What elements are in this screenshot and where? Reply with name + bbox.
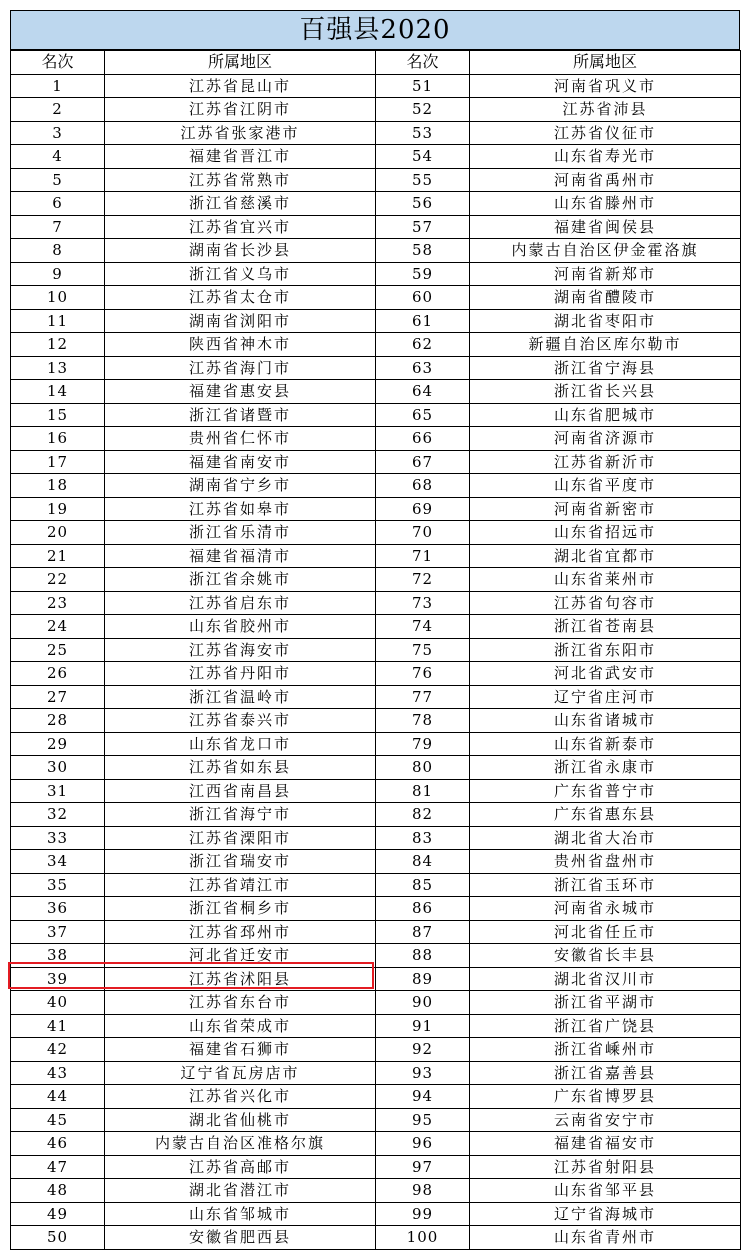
- table-row: [11, 1108, 741, 1132]
- rank-cell: 60: [376, 286, 470, 310]
- region-cell: 河北省任丘市: [470, 920, 741, 944]
- region-cell: 江苏省太仓市: [105, 286, 376, 310]
- region-cell: 浙江省嘉善县: [470, 1061, 741, 1085]
- ranking-table: [10, 50, 741, 1250]
- rank-cell: 14: [11, 380, 105, 404]
- table-row: [11, 333, 741, 357]
- region-cell: 浙江省瑞安市: [105, 850, 376, 874]
- region-cell: 湖南省宁乡市: [105, 474, 376, 498]
- region-cell: 江苏省丹阳市: [105, 662, 376, 686]
- region-cell: 江苏省仪征市: [470, 121, 741, 145]
- region-cell: 浙江省广饶县: [470, 1014, 741, 1038]
- rank-cell: 100: [376, 1226, 470, 1250]
- table-row: [11, 145, 741, 169]
- rank-cell: 2: [11, 98, 105, 122]
- rank-cell: 45: [11, 1108, 105, 1132]
- rank-cell: 92: [376, 1038, 470, 1062]
- rank-cell: 24: [11, 615, 105, 639]
- rank-cell: 67: [376, 450, 470, 474]
- table-row: [11, 168, 741, 192]
- table-row: [11, 568, 741, 592]
- region-cell: 河南省新密市: [470, 497, 741, 521]
- table-row: [11, 873, 741, 897]
- region-cell: 江苏省兴化市: [105, 1085, 376, 1109]
- region-cell: 湖南省浏阳市: [105, 309, 376, 333]
- region-cell: 江苏省启东市: [105, 591, 376, 615]
- table-row: [11, 450, 741, 474]
- region-cell: 山东省肥城市: [470, 403, 741, 427]
- region-cell: 辽宁省庄河市: [470, 685, 741, 709]
- table-row: [11, 521, 741, 545]
- rank-cell: 4: [11, 145, 105, 169]
- region-cell: 山东省荣成市: [105, 1014, 376, 1038]
- table-row: [11, 662, 741, 686]
- region-cell: 辽宁省瓦房店市: [105, 1061, 376, 1085]
- rank-cell: 74: [376, 615, 470, 639]
- rank-cell: 98: [376, 1179, 470, 1203]
- region-cell: 湖南省长沙县: [105, 239, 376, 263]
- rank-cell: 88: [376, 944, 470, 968]
- rank-cell: 6: [11, 192, 105, 216]
- region-cell: 山东省招远市: [470, 521, 741, 545]
- rank-cell: 87: [376, 920, 470, 944]
- region-cell: 江苏省泰兴市: [105, 709, 376, 733]
- region-cell: 福建省晋江市: [105, 145, 376, 169]
- rank-cell: 5: [11, 168, 105, 192]
- region-cell: 浙江省嵊州市: [470, 1038, 741, 1062]
- rank-cell: 68: [376, 474, 470, 498]
- table-row: [11, 850, 741, 874]
- rank-cell: 62: [376, 333, 470, 357]
- region-cell: 江苏省邳州市: [105, 920, 376, 944]
- rank-cell: 84: [376, 850, 470, 874]
- region-cell: 河南省禹州市: [470, 168, 741, 192]
- region-cell: 浙江省苍南县: [470, 615, 741, 639]
- rank-cell: 93: [376, 1061, 470, 1085]
- region-cell: 山东省胶州市: [105, 615, 376, 639]
- region-cell: 山东省滕州市: [470, 192, 741, 216]
- region-cell: 浙江省桐乡市: [105, 897, 376, 921]
- region-cell: 福建省福安市: [470, 1132, 741, 1156]
- table-row: [11, 944, 741, 968]
- table-row: [11, 1014, 741, 1038]
- ranking-rows: [11, 74, 741, 1249]
- region-cell: 江苏省溧阳市: [105, 826, 376, 850]
- rank-cell: 36: [11, 897, 105, 921]
- table-row: [11, 732, 741, 756]
- rank-cell: 17: [11, 450, 105, 474]
- region-cell: 山东省邹平县: [470, 1179, 741, 1203]
- rank-cell: 89: [376, 967, 470, 991]
- table-row: [11, 897, 741, 921]
- region-cell: 福建省南安市: [105, 450, 376, 474]
- region-cell: 江苏省新沂市: [470, 450, 741, 474]
- table-row: [11, 638, 741, 662]
- region-cell: 山东省平度市: [470, 474, 741, 498]
- rank-cell: 85: [376, 873, 470, 897]
- region-cell: 江苏省高邮市: [105, 1155, 376, 1179]
- region-cell: 浙江省乐清市: [105, 521, 376, 545]
- region-cell: 山东省龙口市: [105, 732, 376, 756]
- region-cell: 福建省石狮市: [105, 1038, 376, 1062]
- region-cell: 内蒙古自治区伊金霍洛旗: [470, 239, 741, 263]
- region-cell: 浙江省慈溪市: [105, 192, 376, 216]
- rank-cell: 75: [376, 638, 470, 662]
- region-cell: 湖北省枣阳市: [470, 309, 741, 333]
- rank-cell: 9: [11, 262, 105, 286]
- region-cell: 内蒙古自治区准格尔旗: [105, 1132, 376, 1156]
- region-cell: 福建省福清市: [105, 544, 376, 568]
- table-row: [11, 967, 741, 991]
- table-row: [11, 309, 741, 333]
- region-cell: 湖南省醴陵市: [470, 286, 741, 310]
- region-cell: 江苏省东台市: [105, 991, 376, 1015]
- table-row: [11, 920, 741, 944]
- region-cell: 湖北省汉川市: [470, 967, 741, 991]
- region-cell: 湖北省潜江市: [105, 1179, 376, 1203]
- region-cell: 江西省南昌县: [105, 779, 376, 803]
- rank-cell: 37: [11, 920, 105, 944]
- rank-cell: 99: [376, 1202, 470, 1226]
- region-cell: 江苏省如东县: [105, 756, 376, 780]
- region-cell: 江苏省沭阳县: [105, 967, 376, 991]
- region-cell: 江苏省如皋市: [105, 497, 376, 521]
- rank-cell: 48: [11, 1179, 105, 1203]
- table-row: [11, 356, 741, 380]
- region-cell: 河南省永城市: [470, 897, 741, 921]
- region-cell: 贵州省仁怀市: [105, 427, 376, 451]
- region-cell: 新疆自治区库尔勒市: [470, 333, 741, 357]
- rank-cell: 95: [376, 1108, 470, 1132]
- region-cell: 安徽省肥西县: [105, 1226, 376, 1250]
- rank-cell: 11: [11, 309, 105, 333]
- rank-cell: 65: [376, 403, 470, 427]
- rank-cell: 50: [11, 1226, 105, 1250]
- region-cell: 浙江省温岭市: [105, 685, 376, 709]
- rank-cell: 79: [376, 732, 470, 756]
- rank-cell: 76: [376, 662, 470, 686]
- rank-cell: 47: [11, 1155, 105, 1179]
- rank-cell: 69: [376, 497, 470, 521]
- region-header-left: 所属地区: [105, 51, 376, 75]
- table-row: [11, 121, 741, 145]
- rank-cell: 35: [11, 873, 105, 897]
- rank-cell: 31: [11, 779, 105, 803]
- rank-cell: 41: [11, 1014, 105, 1038]
- region-cell: 浙江省玉环市: [470, 873, 741, 897]
- rank-cell: 58: [376, 239, 470, 263]
- region-cell: 山东省青州市: [470, 1226, 741, 1250]
- region-cell: 云南省安宁市: [470, 1108, 741, 1132]
- rank-cell: 40: [11, 991, 105, 1015]
- region-cell: 江苏省射阳县: [470, 1155, 741, 1179]
- rank-header-left: 名次: [11, 51, 105, 75]
- table-row: [11, 685, 741, 709]
- rank-cell: 28: [11, 709, 105, 733]
- rank-cell: 39: [11, 967, 105, 991]
- rank-cell: 61: [376, 309, 470, 333]
- rank-cell: 10: [11, 286, 105, 310]
- rank-cell: 56: [376, 192, 470, 216]
- table-row: [11, 286, 741, 310]
- region-cell: 江苏省昆山市: [105, 74, 376, 98]
- rank-cell: 3: [11, 121, 105, 145]
- table-row: [11, 1061, 741, 1085]
- rank-cell: 71: [376, 544, 470, 568]
- region-cell: 湖北省大冶市: [470, 826, 741, 850]
- rank-cell: 64: [376, 380, 470, 404]
- rank-cell: 30: [11, 756, 105, 780]
- region-cell: 浙江省长兴县: [470, 380, 741, 404]
- table-row: [11, 474, 741, 498]
- region-cell: 浙江省东阳市: [470, 638, 741, 662]
- rank-cell: 55: [376, 168, 470, 192]
- table-row: [11, 826, 741, 850]
- table-row: [11, 544, 741, 568]
- rank-cell: 94: [376, 1085, 470, 1109]
- rank-cell: 77: [376, 685, 470, 709]
- header-row: [11, 51, 741, 75]
- rank-cell: 13: [11, 356, 105, 380]
- rank-cell: 27: [11, 685, 105, 709]
- rank-cell: 44: [11, 1085, 105, 1109]
- rank-cell: 49: [11, 1202, 105, 1226]
- rank-cell: 25: [11, 638, 105, 662]
- region-cell: 江苏省句容市: [470, 591, 741, 615]
- table-row: [11, 1038, 741, 1062]
- table-row: [11, 1085, 741, 1109]
- rank-cell: 33: [11, 826, 105, 850]
- region-cell: 福建省惠安县: [105, 380, 376, 404]
- region-cell: 浙江省平湖市: [470, 991, 741, 1015]
- region-cell: 江苏省常熟市: [105, 168, 376, 192]
- rank-cell: 54: [376, 145, 470, 169]
- region-cell: 河南省济源市: [470, 427, 741, 451]
- rank-cell: 57: [376, 215, 470, 239]
- table-row: [11, 1132, 741, 1156]
- region-cell: 安徽省长丰县: [470, 944, 741, 968]
- region-cell: 山东省新泰市: [470, 732, 741, 756]
- region-cell: 江苏省江阴市: [105, 98, 376, 122]
- region-cell: 湖北省仙桃市: [105, 1108, 376, 1132]
- table-row: [11, 497, 741, 521]
- rank-header-right: 名次: [376, 51, 470, 75]
- rank-cell: 66: [376, 427, 470, 451]
- region-cell: 广东省博罗县: [470, 1085, 741, 1109]
- region-cell: 广东省普宁市: [470, 779, 741, 803]
- rank-cell: 63: [376, 356, 470, 380]
- region-cell: 辽宁省海城市: [470, 1202, 741, 1226]
- rank-cell: 16: [11, 427, 105, 451]
- region-cell: 河北省武安市: [470, 662, 741, 686]
- region-cell: 山东省邹城市: [105, 1202, 376, 1226]
- rank-cell: 78: [376, 709, 470, 733]
- rank-cell: 59: [376, 262, 470, 286]
- region-cell: 江苏省宜兴市: [105, 215, 376, 239]
- rank-cell: 46: [11, 1132, 105, 1156]
- table-row: [11, 380, 741, 404]
- table-row: [11, 1155, 741, 1179]
- region-cell: 湖北省宜都市: [470, 544, 741, 568]
- region-header-right: 所属地区: [470, 51, 741, 75]
- rank-cell: 97: [376, 1155, 470, 1179]
- rank-cell: 82: [376, 803, 470, 827]
- rank-cell: 83: [376, 826, 470, 850]
- rank-cell: 72: [376, 568, 470, 592]
- region-cell: 河南省新郑市: [470, 262, 741, 286]
- rank-cell: 42: [11, 1038, 105, 1062]
- region-cell: 江苏省海安市: [105, 638, 376, 662]
- rank-cell: 51: [376, 74, 470, 98]
- rank-cell: 20: [11, 521, 105, 545]
- region-cell: 河南省巩义市: [470, 74, 741, 98]
- table-row: [11, 74, 741, 98]
- region-cell: 浙江省海宁市: [105, 803, 376, 827]
- table-row: [11, 215, 741, 239]
- table-row: [11, 991, 741, 1015]
- rank-cell: 86: [376, 897, 470, 921]
- rank-cell: 15: [11, 403, 105, 427]
- region-cell: 山东省诸城市: [470, 709, 741, 733]
- region-cell: 浙江省诸暨市: [105, 403, 376, 427]
- region-cell: 江苏省海门市: [105, 356, 376, 380]
- sheet-title: 百强县2020: [10, 10, 740, 50]
- rank-cell: 32: [11, 803, 105, 827]
- region-cell: 山东省寿光市: [470, 145, 741, 169]
- table-row: [11, 615, 741, 639]
- rank-cell: 73: [376, 591, 470, 615]
- region-cell: 浙江省余姚市: [105, 568, 376, 592]
- rank-cell: 81: [376, 779, 470, 803]
- table-row: [11, 239, 741, 263]
- rank-cell: 26: [11, 662, 105, 686]
- rank-cell: 70: [376, 521, 470, 545]
- rank-cell: 53: [376, 121, 470, 145]
- rank-cell: 19: [11, 497, 105, 521]
- table-row: [11, 403, 741, 427]
- rank-cell: 43: [11, 1061, 105, 1085]
- ranking-sheet: [10, 10, 740, 1250]
- rank-cell: 38: [11, 944, 105, 968]
- table-row: [11, 591, 741, 615]
- rank-cell: 52: [376, 98, 470, 122]
- region-cell: 贵州省盘州市: [470, 850, 741, 874]
- region-cell: 陕西省神木市: [105, 333, 376, 357]
- table-row: [11, 98, 741, 122]
- table-row: [11, 262, 741, 286]
- rank-cell: 12: [11, 333, 105, 357]
- region-cell: 浙江省义乌市: [105, 262, 376, 286]
- rank-cell: 8: [11, 239, 105, 263]
- rank-cell: 23: [11, 591, 105, 615]
- region-cell: 江苏省张家港市: [105, 121, 376, 145]
- region-cell: 山东省莱州市: [470, 568, 741, 592]
- table-row: [11, 192, 741, 216]
- region-cell: 广东省惠东县: [470, 803, 741, 827]
- table-row: [11, 1179, 741, 1203]
- rank-cell: 22: [11, 568, 105, 592]
- rank-cell: 90: [376, 991, 470, 1015]
- rank-cell: 29: [11, 732, 105, 756]
- rank-cell: 7: [11, 215, 105, 239]
- rank-cell: 21: [11, 544, 105, 568]
- table-row: [11, 709, 741, 733]
- table-row: [11, 756, 741, 780]
- table-row: [11, 779, 741, 803]
- region-cell: 河北省迁安市: [105, 944, 376, 968]
- rank-cell: 1: [11, 74, 105, 98]
- region-cell: 浙江省永康市: [470, 756, 741, 780]
- region-cell: 福建省闽侯县: [470, 215, 741, 239]
- region-cell: 浙江省宁海县: [470, 356, 741, 380]
- rank-cell: 80: [376, 756, 470, 780]
- rank-cell: 96: [376, 1132, 470, 1156]
- table-row: [11, 803, 741, 827]
- table-row: [11, 1226, 741, 1250]
- rank-cell: 91: [376, 1014, 470, 1038]
- rank-cell: 18: [11, 474, 105, 498]
- table-row: [11, 1202, 741, 1226]
- region-cell: 江苏省沛县: [470, 98, 741, 122]
- rank-cell: 34: [11, 850, 105, 874]
- region-cell: 江苏省靖江市: [105, 873, 376, 897]
- table-row: [11, 427, 741, 451]
